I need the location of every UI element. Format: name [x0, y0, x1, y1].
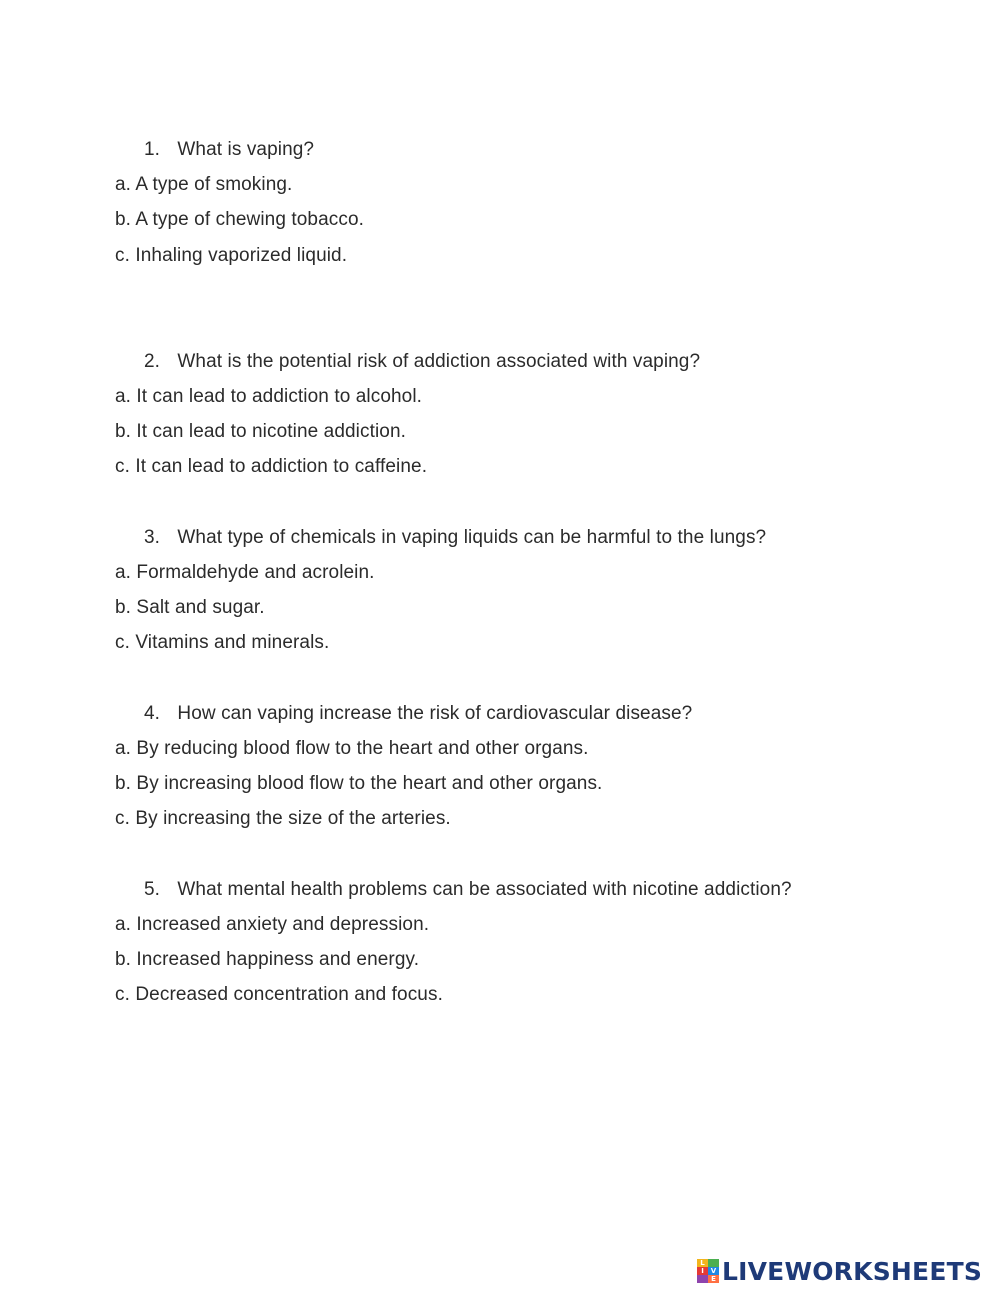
question-text: What type of chemicals in vaping liquids can be harmful to the lungs?: [177, 527, 767, 548]
answer-option[interactable]: c. By increasing the size of the arteries.: [115, 808, 451, 829]
question-1: [144, 138, 314, 162]
question-number: 3.: [144, 527, 161, 548]
question-number: 2.: [144, 351, 161, 372]
question-text: What is vaping?: [177, 139, 315, 160]
question-5: [144, 878, 792, 902]
answer-option[interactable]: a. Formaldehyde and acrolein.: [115, 562, 375, 583]
answer-option[interactable]: c. Decreased concentration and focus.: [115, 984, 443, 1005]
logo-mark-letter: I: [697, 1267, 708, 1275]
answer-option[interactable]: c. It can lead to addiction to caffeine.: [115, 456, 428, 477]
answer-option[interactable]: b. By increasing blood flow to the heart and other organs.: [115, 773, 603, 794]
answer-option[interactable]: a. It can lead to addiction to alcohol.: [115, 386, 423, 407]
logo-mark-letter: V: [708, 1267, 719, 1275]
answer-option[interactable]: a. Increased anxiety and depression.: [115, 914, 430, 935]
question-text: What is the potential risk of addiction associated with vaping?: [177, 351, 701, 372]
answer-option[interactable]: b. Increased happiness and energy.: [115, 949, 420, 970]
question-number: 1.: [144, 139, 161, 160]
answer-option[interactable]: b. A type of chewing tobacco.: [115, 209, 365, 230]
question-text: How can vaping increase the risk of cardiovascular disease?: [177, 703, 693, 724]
logo-wordmark: LIVEWORKSHEETS: [722, 1256, 983, 1286]
question-2: [144, 350, 700, 374]
question-number: 4.: [144, 703, 161, 724]
question-number: 5.: [144, 879, 161, 900]
answer-option[interactable]: a. A type of smoking.: [115, 174, 293, 195]
logo-mark-letter: E: [708, 1275, 719, 1283]
answer-option[interactable]: b. It can lead to nicotine addiction.: [115, 421, 407, 442]
logo-mark-icon: [697, 1259, 719, 1283]
question-4: [144, 702, 692, 726]
answer-option[interactable]: b. Salt and sugar.: [115, 597, 265, 618]
answer-option[interactable]: c. Inhaling vaporized liquid.: [115, 245, 348, 266]
answer-option[interactable]: a. By reducing blood flow to the heart and other organs.: [115, 738, 589, 759]
question-text: What mental health problems can be associated with nicotine addiction?: [177, 879, 792, 900]
logo-mark-letter: L: [697, 1259, 708, 1267]
logo-mark-tile: [697, 1275, 708, 1283]
liveworksheets-logo: [697, 1256, 982, 1286]
answer-option[interactable]: c. Vitamins and minerals.: [115, 632, 330, 653]
question-3: [144, 526, 766, 550]
logo-mark-tile: [708, 1259, 719, 1267]
